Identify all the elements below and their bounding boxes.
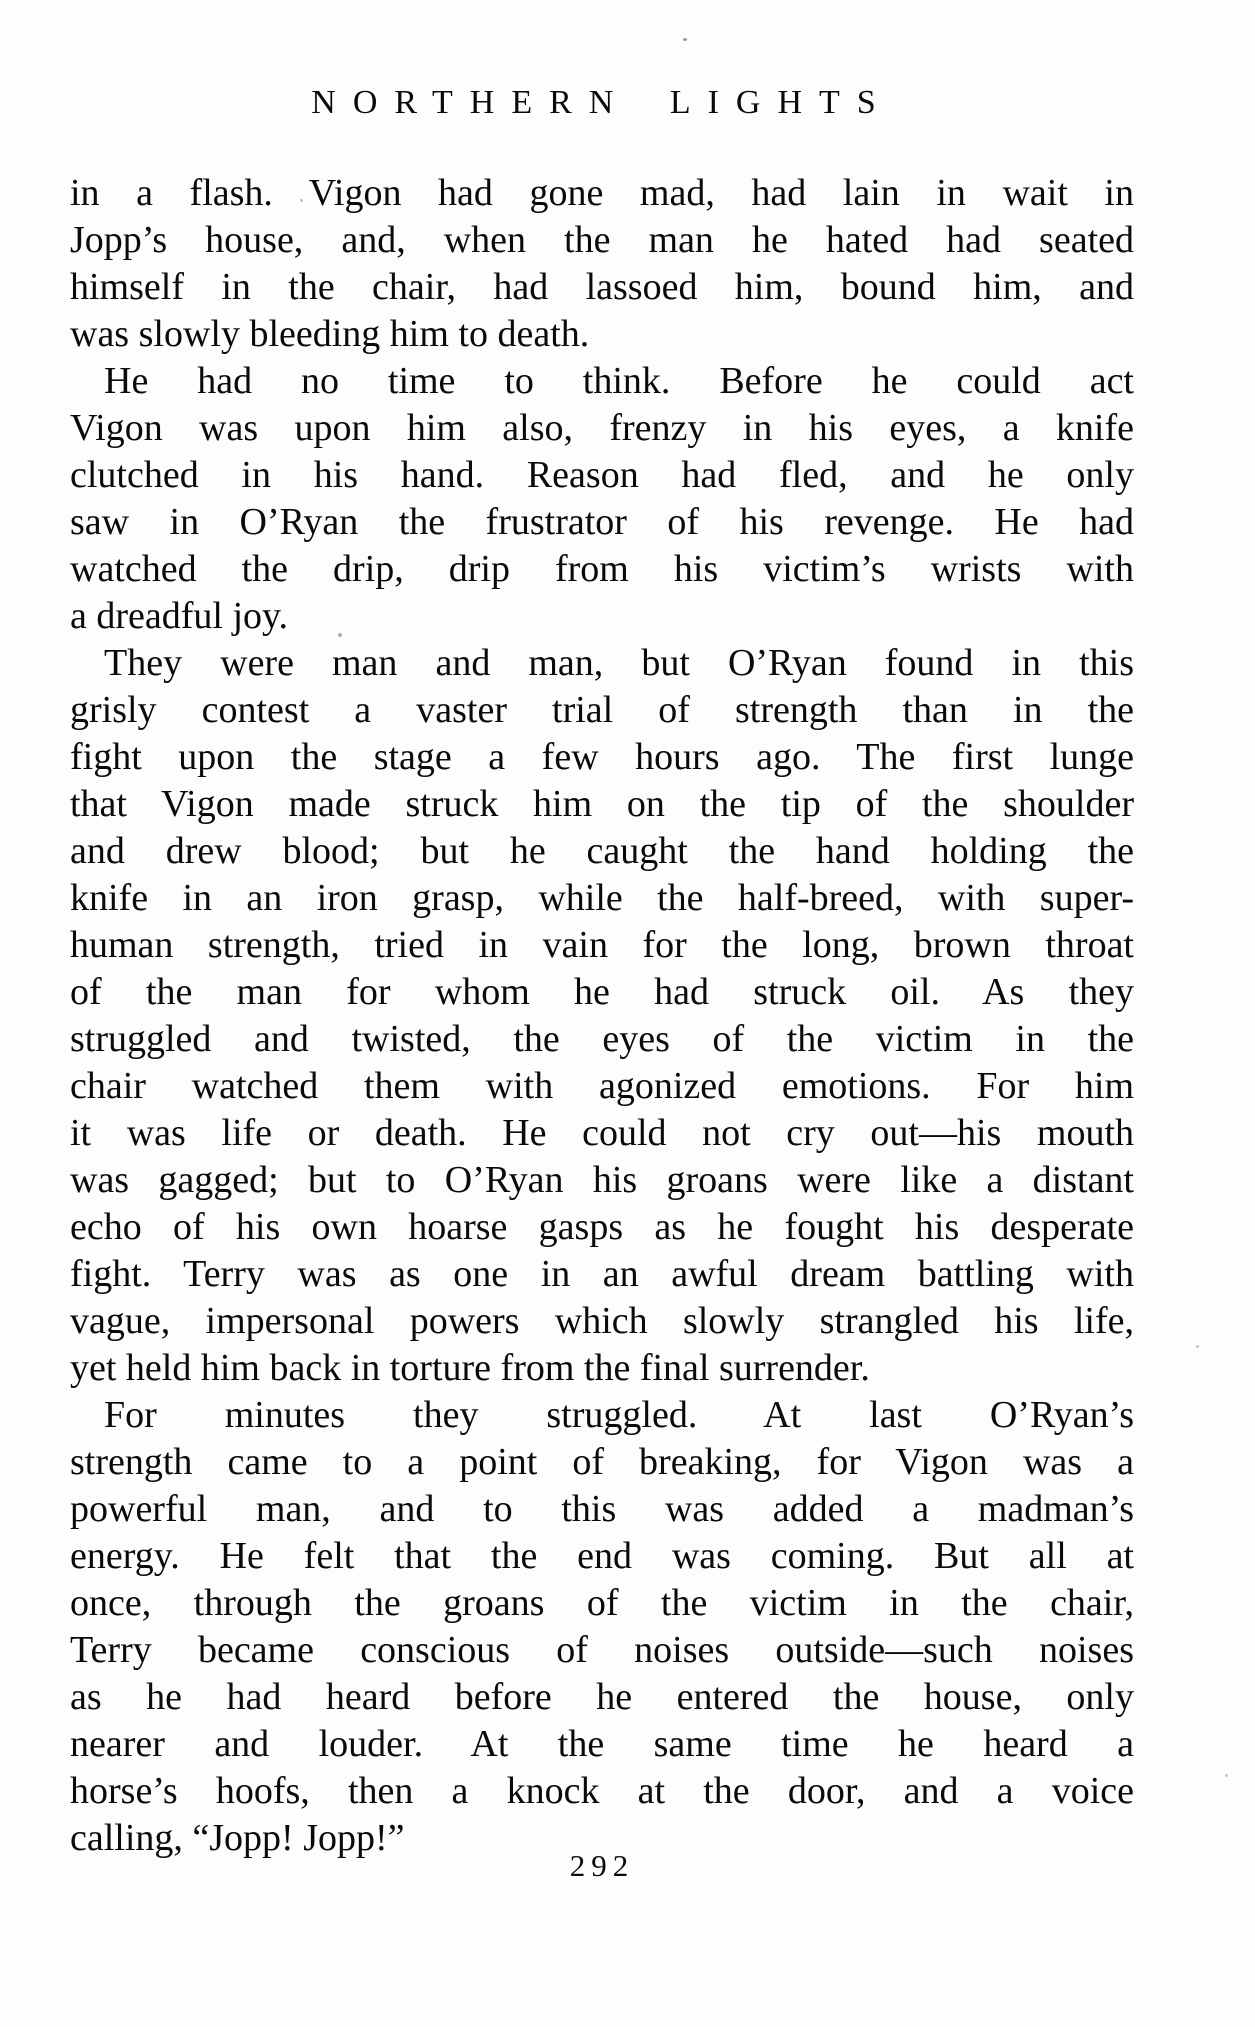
paragraph bbox=[70, 170, 1134, 358]
text-line: was slowly bleeding him to death. bbox=[70, 313, 590, 355]
text-line: Jopp’s house, and, when the man he hated had seated bbox=[70, 219, 1134, 261]
text-line: as he had heard before he entered the house, only bbox=[70, 1676, 1134, 1718]
text-line: horse’s hoofs, then a knock at the door, and a voice bbox=[70, 1770, 1134, 1812]
text-line: Terry became conscious of noises outside—such noises bbox=[70, 1629, 1134, 1671]
text-line: that Vigon made struck him on the tip of the shoulder bbox=[70, 783, 1134, 825]
text-line: For minutes they struggled. At last O’Ryan’s bbox=[104, 1394, 1134, 1436]
text-line: nearer and louder. At the same time he heard a bbox=[70, 1723, 1134, 1765]
text-line: saw in O’Ryan the frustrator of his revenge. He had bbox=[70, 501, 1134, 543]
text-line: himself in the chair, had lassoed him, bound him, and bbox=[70, 266, 1134, 308]
text-line: yet held him back in torture from the final surrender. bbox=[70, 1347, 870, 1389]
text-line: echo of his own hoarse gasps as he fought his desperate bbox=[70, 1206, 1134, 1248]
scan-speck bbox=[338, 633, 342, 637]
scan-speck bbox=[300, 199, 303, 202]
paragraph bbox=[70, 1392, 1134, 1862]
text-line: and drew blood; but he caught the hand holding the bbox=[70, 830, 1134, 872]
text-line: vague, impersonal powers which slowly strangled his life, bbox=[70, 1300, 1134, 1342]
running-head-title: NORTHERN LIGHTS bbox=[311, 84, 893, 121]
text-line: They were man and man, but O’Ryan found in this bbox=[104, 642, 1134, 684]
text-line: watched the drip, drip from his victim’s wrists with bbox=[70, 548, 1134, 590]
text-line: it was life or death. He could not cry out—his mouth bbox=[70, 1112, 1134, 1154]
page-body-text bbox=[70, 170, 1134, 1862]
text-line: struggled and twisted, the eyes of the victim in the bbox=[70, 1018, 1134, 1060]
text-line: calling, “Jopp! Jopp!” bbox=[70, 1817, 405, 1859]
text-line: fight. Terry was as one in an awful dream battling with bbox=[70, 1253, 1134, 1295]
text-line: of the man for whom he had struck oil. As they bbox=[70, 971, 1134, 1013]
scan-speck bbox=[1196, 1345, 1199, 1348]
scan-speck bbox=[683, 38, 687, 41]
text-line: strength came to a point of breaking, for Vigon was a bbox=[70, 1441, 1134, 1483]
scan-speck bbox=[1225, 1774, 1228, 1777]
text-line: energy. He felt that the end was coming. But all at bbox=[70, 1535, 1134, 1577]
text-line: a dreadful joy. bbox=[70, 595, 289, 637]
text-line: knife in an iron grasp, while the half-breed, with super- bbox=[70, 877, 1134, 919]
page-number: 292 bbox=[569, 1848, 635, 1883]
text-line: clutched in his hand. Reason had fled, and he only bbox=[70, 454, 1134, 496]
paragraph bbox=[70, 640, 1134, 1392]
text-line: in a flash. Vigon had gone mad, had lain in wait in bbox=[70, 172, 1134, 214]
text-line: chair watched them with agonized emotions. For him bbox=[70, 1065, 1134, 1107]
text-line: Vigon was upon him also, frenzy in his eyes, a knife bbox=[70, 407, 1134, 449]
text-line: powerful man, and to this was added a madman’s bbox=[70, 1488, 1134, 1530]
text-line: grisly contest a vaster trial of strength than in the bbox=[70, 689, 1134, 731]
text-line: fight upon the stage a few hours ago. The first lunge bbox=[70, 736, 1134, 778]
text-line: was gagged; but to O’Ryan his groans were like a distant bbox=[70, 1159, 1134, 1201]
text-line: once, through the groans of the victim in the chair, bbox=[70, 1582, 1134, 1624]
text-line: human strength, tried in vain for the long, brown throat bbox=[70, 924, 1134, 966]
text-line: He had no time to think. Before he could act bbox=[104, 360, 1134, 402]
paragraph bbox=[70, 358, 1134, 640]
